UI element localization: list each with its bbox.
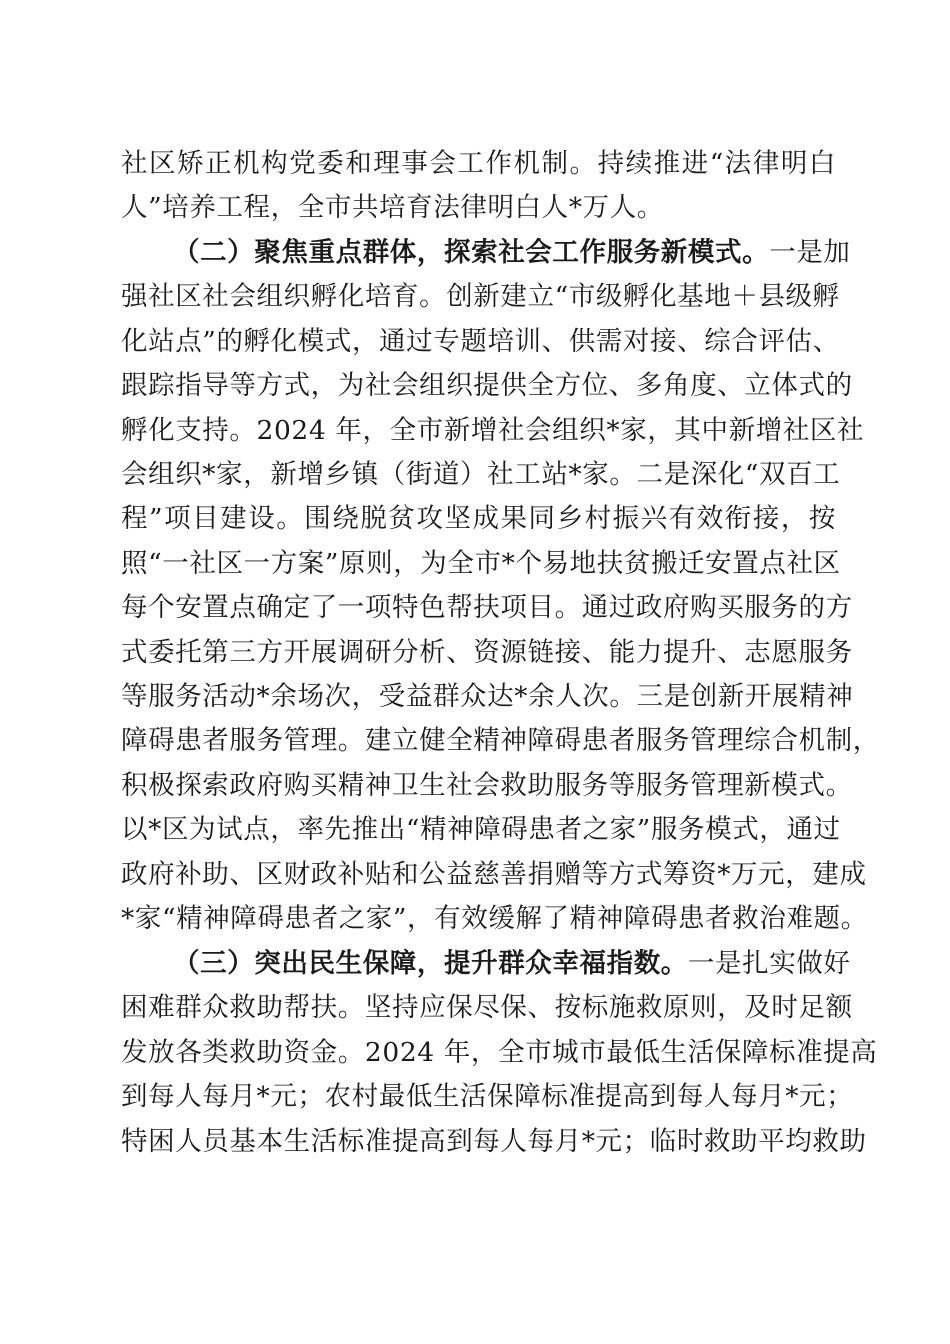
paragraph-line: 孵化支持。2024 年，全市新增社会组织*家，其中新增社区社 (121, 415, 865, 446)
section-heading-tail: 一是扎实做好 (687, 948, 851, 979)
paragraph-line: *家“精神障碍患者之家”，有效缓解了精神障碍患者救治难题。 (121, 903, 868, 934)
paragraph-line: 会组织*家，新增乡镇（街道）社工站*家。二是深化“双百工 (121, 459, 841, 490)
paragraph-line: 特困人员基本生活标准提高到每人每月*元；临时救助平均救助 (121, 1126, 867, 1157)
paragraph-line: 积极探索政府购买精神卫生社会救助服务等服务管理新模式。 (121, 770, 853, 801)
section-heading-line (173, 231, 851, 275)
paragraph-line: 困难群众救助帮扶。坚持应保尽保、按标施救原则，及时足额 (121, 992, 853, 1023)
paragraph-line: 等服务活动*余场次，受益群众达*余人次。三是创新开展精神 (121, 681, 854, 712)
section-heading-line (173, 942, 851, 986)
paragraph-line: 障碍患者服务管理。建立健全精神障碍患者服务管理综合机制， (121, 725, 880, 756)
paragraph-line: 程”项目建设。围绕脱贫攻坚成果同乡村振兴有效衔接，按 (121, 503, 836, 534)
paragraph-line: 以*区为试点，率先推出“精神障碍患者之家”服务模式，通过 (121, 814, 841, 845)
paragraph-line: 到每人每月*元；农村最低生活保障标准提高到每人每月*元； (121, 1081, 854, 1112)
paragraph-line: 式委托第三方开展调研分析、资源链接、能力提升、志愿服务 (121, 637, 853, 668)
section-heading: （三）突出民生保障，提升群众幸福指数。 (173, 948, 688, 979)
section-heading: （二）聚焦重点群体，探索社会工作服务新模式。 (173, 237, 770, 268)
paragraph-line: 照“一社区一方案”原则，为全市*个易地扶贫搬迁安置点社区 (121, 548, 841, 579)
paragraph-line: 发放各类救助资金。2024 年，全市城市最低生活保障标准提高 (121, 1037, 878, 1068)
paragraph-line: 每个安置点确定了一项特色帮扶项目。通过政府购买服务的方 (121, 592, 853, 623)
section-heading-tail: 一是加 (769, 237, 851, 268)
paragraph-line: 强社区社会组织孵化培育。创新建立“市级孵化基地＋县级孵 (121, 281, 840, 312)
paragraph-line: 政府补助、区财政补贴和公益慈善捐赠等方式筹资*万元，建成 (121, 859, 867, 890)
paragraph-line: 社区矫正机构党委和理事会工作机制。持续推进“法律明白 (121, 148, 836, 179)
paragraph-line: 跟踪指导等方式，为社会组织提供全方位、多角度、立体式的 (121, 370, 853, 401)
paragraph-line: 人”培养工程，全市共培育法律明白人*万人。 (121, 192, 664, 223)
paragraph-line: 化站点”的孵化模式，通过专题培训、供需对接、综合评估、 (121, 326, 840, 357)
